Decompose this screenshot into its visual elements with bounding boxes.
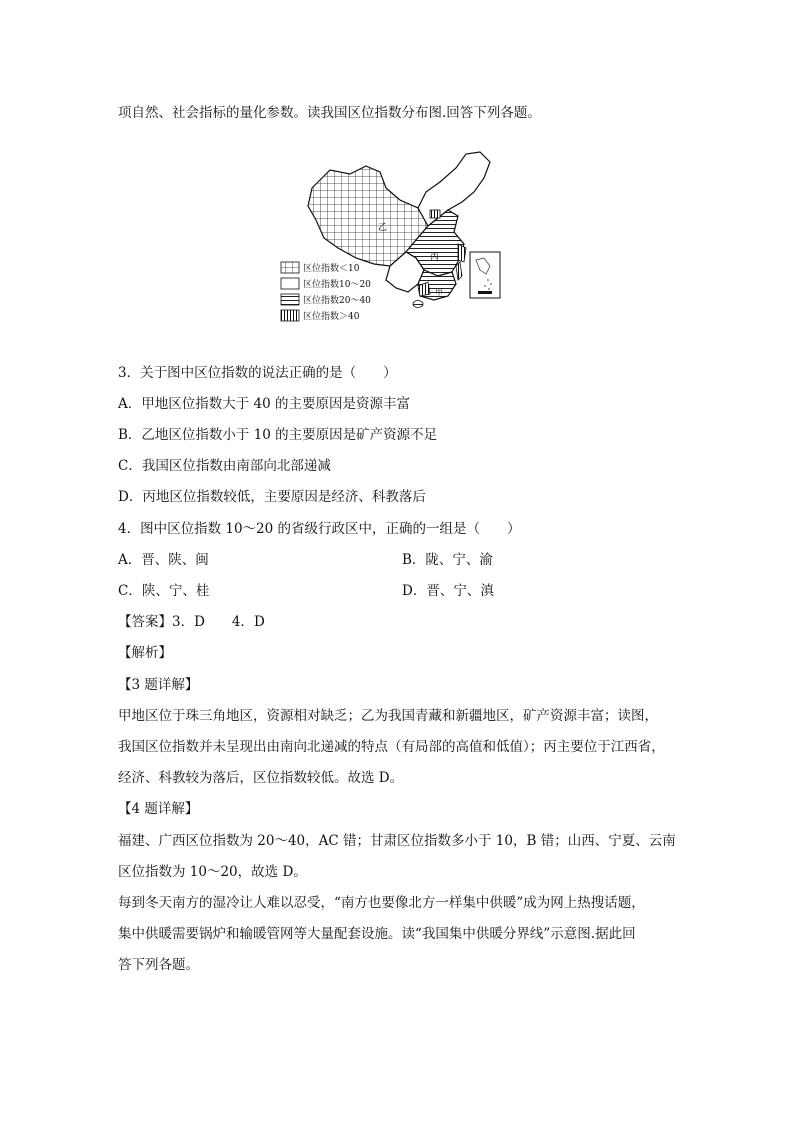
q3-stem: 3．关于图中区位指数的说法正确的是（ ）	[118, 365, 397, 381]
legend-swatch-vertical	[281, 310, 299, 321]
q4-option-b: B．陇、宁、渝	[402, 552, 493, 568]
region-label-jia: 甲	[435, 288, 443, 297]
next-intro-line-1: 每到冬天南方的湿冷让人难以忍受，“南方也要像北方一样集中供暖”成为网上热搜话题，	[118, 895, 645, 911]
legend-swatch-blank	[281, 278, 299, 289]
taiwan-island	[456, 262, 462, 280]
answer-line: 【答案】3．D 4．D	[118, 614, 265, 630]
q4-option-a: A．晋、陕、闽	[118, 552, 209, 568]
east-coast-vertical	[458, 244, 466, 262]
q4-detail-label: 【4 题详解】	[118, 801, 199, 817]
legend-label-3: 区位指数＞40	[303, 312, 360, 322]
q3-detail-line-1: 甲地区位于珠三角地区，资源相对缺乏；乙为我国青藏和新疆地区，矿产资源丰富；读图，	[118, 708, 658, 724]
legend-label-2: 区位指数20～40	[303, 296, 371, 306]
map-legend	[281, 262, 371, 322]
legend-swatch-grid	[281, 262, 299, 273]
analysis-label: 【解析】	[118, 645, 172, 661]
next-intro-line-3: 答下列各题。	[118, 957, 199, 973]
q3-option-a: A．甲地区位指数大于 40 的主要原因是资源丰富	[118, 396, 411, 412]
next-intro-line-2: 集中供暖需要锅炉和输暖管网等大量配套设施。读“我国集中供暖分界线”示意图.据此回	[118, 926, 636, 942]
location-index-map	[278, 148, 528, 334]
q4-detail-line-1: 福建、广西区位指数为 20～40，AC 错；甘肃区位指数多小于 10，B 错；山西、宁夏、云南	[118, 833, 676, 849]
q4-option-c: C．陕、宁、桂	[118, 583, 210, 599]
q4-stem: 4．图中区位指数 10～20 的省级行政区中，正确的一组是（ ）	[118, 521, 521, 537]
china-map-figure	[278, 148, 528, 334]
q3-option-d: D．丙地区位指数较低，主要原因是经济、科教落后	[118, 489, 426, 505]
hainan-island	[413, 301, 423, 308]
north-coast-vertical	[430, 210, 440, 218]
q4-option-d: D．晋、宁、滇	[402, 583, 494, 599]
q3-detail-line-2: 我国区位指数并未呈现出由南向北递减的特点（有局部的高值和低值）；丙主要位于江西省，	[118, 739, 665, 755]
q3-detail-line-3: 经济、科教较为落后，区位指数较低。故选 D。	[118, 770, 404, 786]
region-label-yi: 乙	[378, 223, 388, 233]
legend-swatch-horizontal	[281, 294, 299, 305]
intro-text: 项自然、社会指标的量化参数。读我国区位指数分布图.回答下列各题。	[118, 105, 541, 121]
q3-detail-label: 【3 题详解】	[118, 677, 199, 693]
region-label-bing: 丙	[430, 253, 440, 263]
q4-detail-line-2: 区位指数为 10～20，故选 D。	[118, 864, 307, 880]
q3-option-b: B．乙地区位指数小于 10 的主要原因是矿产资源不足	[118, 427, 438, 443]
q3-option-c: C．我国区位指数由南部向北部递减	[118, 458, 331, 474]
legend-label-0: 区位指数＜10	[303, 264, 360, 274]
legend-label-1: 区位指数10～20	[303, 280, 371, 290]
